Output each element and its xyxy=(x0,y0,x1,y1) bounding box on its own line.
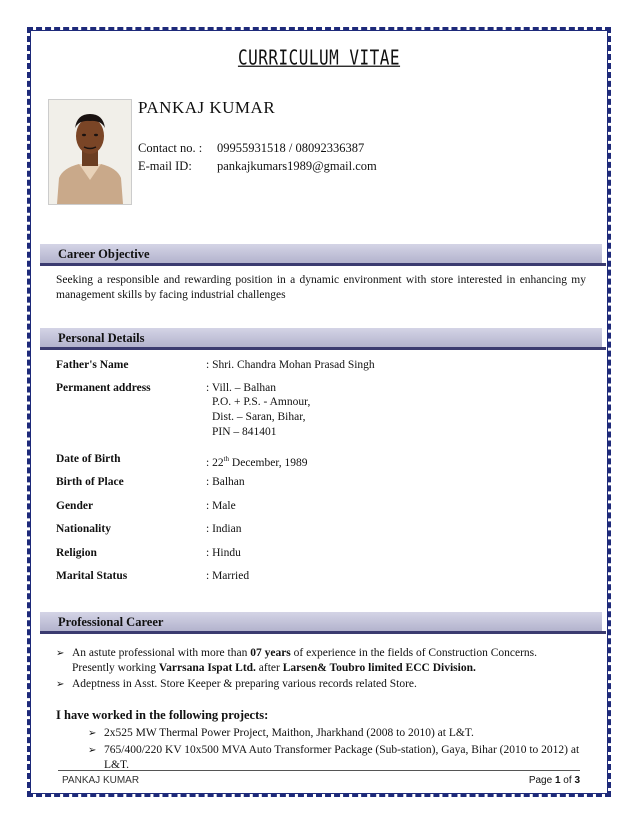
nationality-value: : Indian xyxy=(206,523,242,535)
nationality-label: Nationality xyxy=(56,523,111,535)
career-bullet-1-line-2: Presently working Varrsana Ispat Ltd. after Larsen& Toubro limited ECC Division. xyxy=(72,662,476,674)
arrow-bullet-icon: ➢ xyxy=(56,679,65,690)
professional-career-title: Professional Career xyxy=(58,615,164,629)
phone-value: 09955931518 / 08092336387 xyxy=(217,141,365,155)
gender-value: : Male xyxy=(206,500,236,512)
address-line-2: P.O. + P.S. - Amnour, xyxy=(212,396,311,408)
email-value[interactable]: pankajkumars1989@gmail.com xyxy=(217,159,377,173)
religion-value: : Hindu xyxy=(206,547,241,559)
phone-row xyxy=(138,141,364,156)
professional-career-header xyxy=(40,612,602,634)
objective-text: Seeking a responsible and rewarding position in a dynamic environment with store interested in enhancing my management skills by facing industrial challenges xyxy=(56,274,586,301)
project-item-2-line-2: L&T. xyxy=(104,759,130,771)
document-title: CURRICULUM VITAE xyxy=(237,45,401,70)
footer-divider xyxy=(58,770,580,771)
address-line-4: PIN – 841401 xyxy=(212,426,277,438)
dob-value: : 22th December, 1989 xyxy=(206,455,308,469)
personal-details-title: Personal Details xyxy=(58,331,145,345)
arrow-bullet-icon: ➢ xyxy=(56,648,65,659)
birthplace-label: Birth of Place xyxy=(56,476,124,488)
project-item-1: ➢ 2x525 MW Thermal Power Project, Maithon, Jharkhand (2008 to 2010) at L&T. xyxy=(88,727,474,739)
gender-label: Gender xyxy=(56,500,94,512)
career-objective-title: Career Objective xyxy=(58,247,150,261)
candidate-name: PANKAJ KUMAR xyxy=(138,98,276,117)
father-value: : Shri. Chandra Mohan Prasad Singh xyxy=(206,359,375,371)
father-label: Father's Name xyxy=(56,359,129,371)
address-line-3: Dist. – Saran, Bihar, xyxy=(212,411,306,423)
email-label: E-mail ID: xyxy=(138,159,192,173)
address-label: Permanent address xyxy=(56,382,151,394)
birthplace-value: : Balhan xyxy=(206,476,245,488)
phone-label: Contact no. : xyxy=(138,141,203,155)
marital-label: Marital Status xyxy=(56,570,128,582)
profile-photo xyxy=(48,99,132,205)
career-objective-header xyxy=(40,244,602,266)
email-row xyxy=(138,159,377,174)
personal-details-header xyxy=(40,328,602,350)
career-bullet-2: ➢ Adeptness in Asst. Store Keeper & preparing various records related Store. xyxy=(56,678,417,690)
page-number: Page 1 of 3 xyxy=(528,775,580,786)
arrow-bullet-icon: ➢ xyxy=(88,745,97,756)
footer-name: PANKAJ KUMAR xyxy=(62,775,140,786)
projects-heading: I have worked in the following projects: xyxy=(56,708,269,722)
address-line-1: : Vill. – Balhan xyxy=(206,382,277,394)
religion-label: Religion xyxy=(56,547,97,559)
marital-value: : Married xyxy=(206,570,250,582)
project-item-2: ➢ 765/400/220 KV 10x500 MVA Auto Transformer Package (Sub-station), Gaya, Bihar (2010 to 2012) at xyxy=(88,744,580,756)
career-bullet-1: ➢ An astute professional with more than 07 years of experience in the fields of Construction Concerns. xyxy=(56,647,538,659)
dob-label: Date of Birth xyxy=(56,453,121,465)
arrow-bullet-icon: ➢ xyxy=(88,728,97,739)
